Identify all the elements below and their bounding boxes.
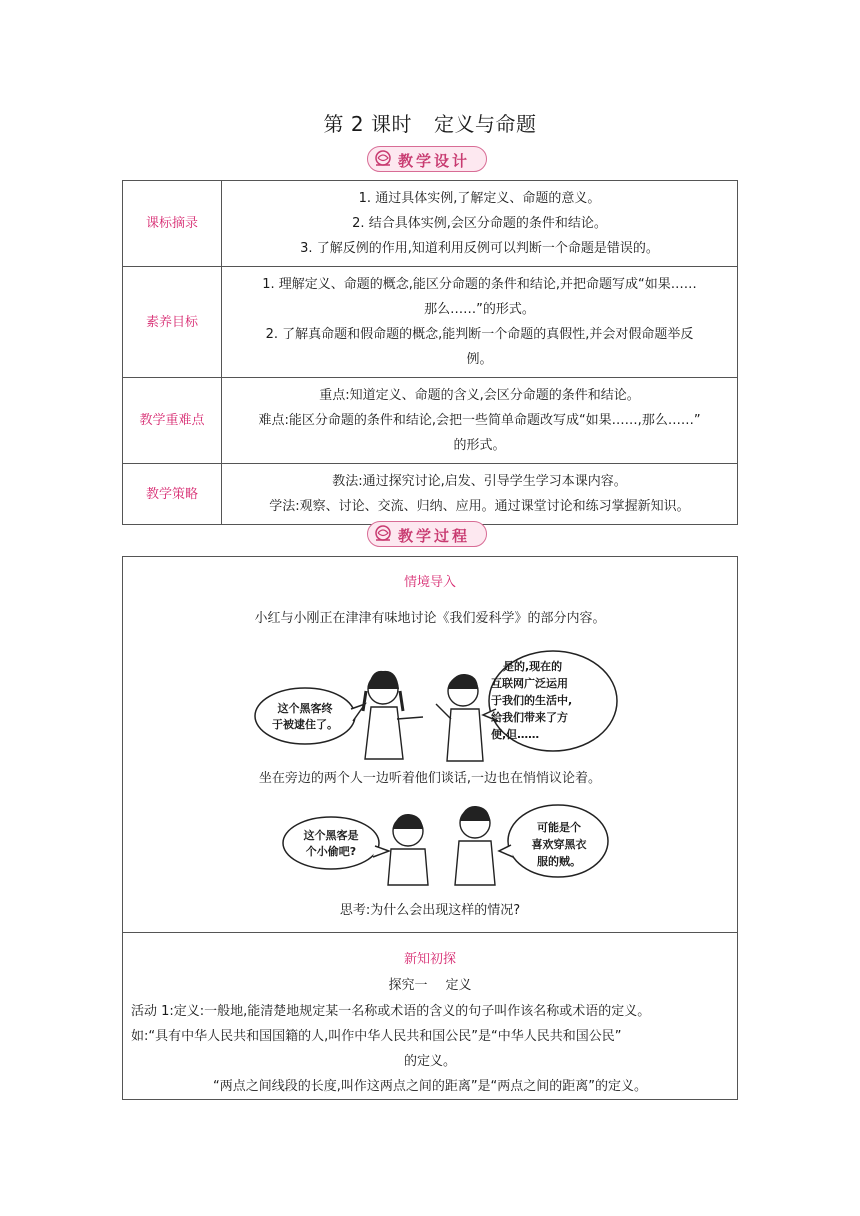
row-label: 素养目标: [123, 267, 222, 378]
teaching-design-badge: [367, 146, 487, 172]
subheading-part: 定义: [445, 978, 472, 993]
table-row: [123, 267, 738, 378]
row-content: [222, 267, 738, 378]
text-line: 学法:观察、讨论、交流、归纳、应用。通过课堂讨论和练习掌握新知识。: [269, 499, 690, 514]
subheading: [123, 973, 737, 998]
bubble-line: 服的贼。: [537, 855, 581, 868]
row-label: 课标摘录: [123, 181, 222, 267]
bubble-line: 便,但……: [491, 728, 540, 741]
text-line: 的形式。: [453, 438, 506, 453]
speech-bubble-girl: [265, 701, 345, 733]
section-heading: 情境导入: [403, 575, 456, 590]
row-content: [222, 464, 738, 525]
badge-label: 教学设计: [398, 152, 471, 170]
bubble-line: 是的,现在的: [503, 660, 563, 673]
row-label: 教学重难点: [123, 378, 222, 464]
section-heading: 新知初探: [403, 952, 456, 967]
speech-bubble-boy: [491, 658, 611, 743]
row-label: 教学策略: [123, 464, 222, 525]
bubble-line: 于我们的生活中,: [491, 694, 573, 707]
teaching-process-badge: [367, 521, 487, 547]
bubble-line: 给我们带来了方: [491, 711, 568, 724]
text-line: 难点:能区分命题的条件和结论,会把一些简单命题改写成“如果……,那么……”: [258, 413, 701, 428]
subheading-part: 探究一: [388, 978, 428, 993]
bubble-line: 这个黑客终: [277, 702, 333, 715]
text-line: 那么……”的形式。: [424, 302, 535, 317]
bubble-line: 个小偷吧?: [305, 845, 357, 858]
text-line: 的定义。: [403, 1054, 456, 1069]
new-knowledge-section: [122, 932, 738, 1100]
bubble-line: 喜欢穿黑衣: [531, 838, 587, 851]
text-line: 教法:通过探究讨论,启发、引导学生学习本课内容。: [332, 474, 627, 489]
lesson-title: 定义与命题: [433, 112, 537, 136]
text-line: 1. 理解定义、命题的概念,能区分命题的条件和结论,并把命题写成“如果……: [262, 277, 697, 292]
lesson-number: 第 2 课时: [323, 112, 412, 136]
situation-section: [122, 556, 738, 933]
intro-text: 小红与小刚正在津津有味地讨论《我们爱科学》的部分内容。: [254, 611, 606, 626]
row-content: [222, 181, 738, 267]
text-line: 2. 结合具体实例,会区分命题的条件和结论。: [352, 216, 607, 231]
table-row: [123, 181, 738, 267]
table-row: [123, 378, 738, 464]
text-line: 如:“具有中华人民共和国国籍的人,叫作中华人民共和国公民”是“中华人民共和国公民”: [131, 1029, 622, 1044]
text-line: 3. 了解反例的作用,知道利用反例可以判断一个命题是错误的。: [300, 241, 659, 256]
text-line: “两点之间线段的长度,叫作这两点之间的距离”是“两点之间的距离”的定义。: [212, 1079, 648, 1094]
middle-text: 坐在旁边的两个人一边听着他们谈话,一边也在悄悄议论着。: [258, 771, 602, 786]
page-title: [0, 108, 860, 137]
speech-bubble-bystander-right: [521, 819, 597, 870]
text-line: 1. 通过具体实例,了解定义、命题的意义。: [358, 191, 601, 206]
bubble-line: 互联网广泛运用: [491, 677, 568, 690]
bubble-line: 于被逮住了。: [272, 718, 338, 731]
lotus-swirl-icon: [372, 149, 394, 169]
text-line: 2. 了解真命题和假命题的概念,能判断一个命题的真假性,并会对假命题举反: [265, 327, 694, 342]
question-text: 思考:为什么会出现这样的情况?: [339, 903, 521, 918]
text-line: 例。: [466, 352, 493, 367]
table-row: [123, 464, 738, 525]
row-content: [222, 378, 738, 464]
bubble-line: 这个黑客是: [303, 829, 359, 842]
text-line: 重点:知道定义、命题的含义,会区分命题的条件和结论。: [319, 388, 640, 403]
text-line: 活动 1:定义:一般地,能清楚地规定某一名称或术语的含义的句子叫作该名称或术语的定义。: [131, 1004, 651, 1019]
bubble-line: 可能是个: [537, 821, 581, 834]
badge-label: 教学过程: [398, 527, 471, 545]
speech-bubble-bystander-left: [291, 828, 371, 860]
lesson-info-table: [122, 180, 738, 525]
lotus-swirl-icon: [372, 524, 394, 544]
